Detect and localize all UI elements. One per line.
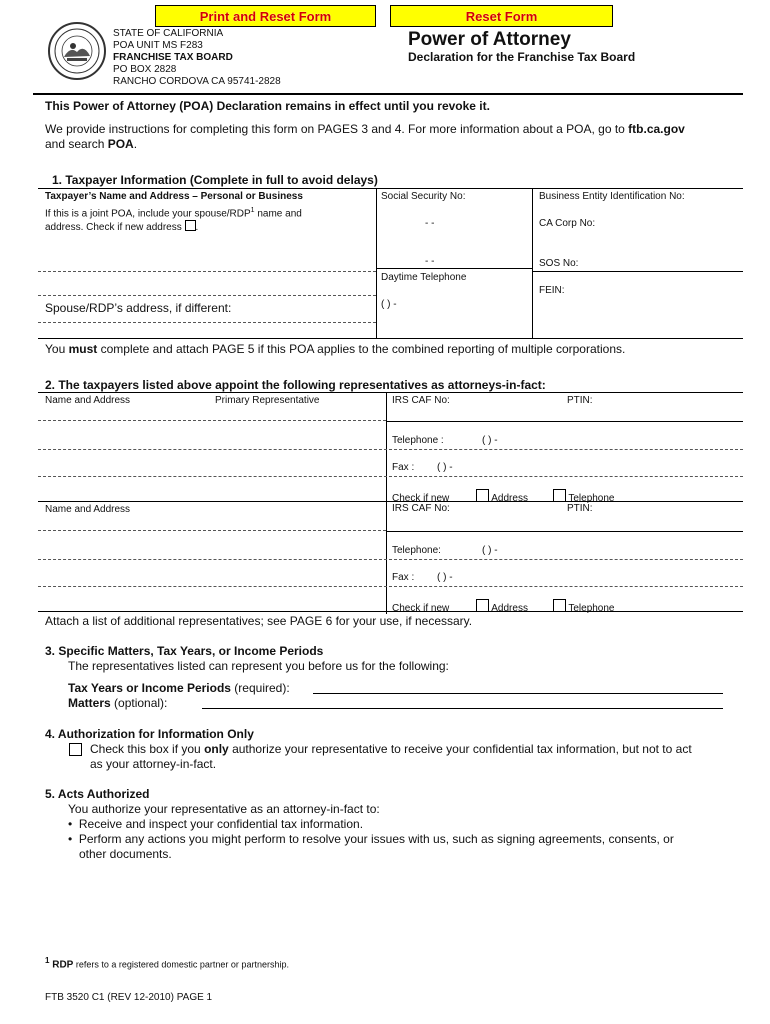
section1-heading: 1. Taxpayer Information (Complete in full to avoid delays) [52,173,378,187]
joint-poa-note: If this is a joint POA, include your spouse/RDP$^1$ name and address. Check if new address . [45,207,302,234]
spouse-address-line[interactable] [38,322,376,323]
ca-corp-label: CA Corp No: [539,218,596,229]
ftb-link[interactable]: ftb.ca.gov [628,122,685,136]
s2-top-line [38,392,743,393]
rep1-line-2[interactable] [38,449,743,450]
sos-line [532,271,743,272]
rep2-caf-line [386,531,743,532]
footnote: $^1$ RDP refers to a registered domestic partner or partnership. [45,956,289,971]
reset-form-button[interactable]: Reset Form [390,5,613,27]
section3-heading: 3. Specific Matters, Tax Years, or Income Periods [45,644,324,658]
rep1-telephone-label: Telephone : [392,435,444,446]
rep1-telephone-format[interactable]: ( ) - [482,435,498,446]
rep1-name-label: Name and Address [45,395,131,406]
ssn-bottom-line [376,268,532,269]
page-subtitle: Declaration for the Franchise Tax Board [408,50,636,64]
rep2-name-label: Name and Address [45,504,131,515]
form-footer: FTB 3520 C1 (REV 12-2010) PAGE 1 [45,992,213,1003]
attach-list-note: Attach a list of additional representatives; see PAGE 6 for your use, if necessary. [45,614,473,628]
rep1-fax-format[interactable]: ( ) - [437,462,453,473]
rep1-line-1[interactable] [38,420,386,421]
rep2-ptin-label: PTIN: [567,503,593,514]
fein-label: FEIN: [539,285,565,296]
must-complete-note: You must complete and attach PAGE 5 if this POA applies to the combined reporting of multiple corporations. [45,342,626,356]
print-and-reset-button[interactable]: Print and Reset Form [155,5,376,27]
section4-text: Check this box if you only authorize your representative to receive your confidential tax information, but not to act as your attorney-in-fact. [90,742,692,771]
rep1-caf-line [386,421,743,422]
intro-text: We provide instructions for completing this form on PAGES 3 and 4. For more information about a POA, go to ftb.ca.gov and search POA. [45,122,685,151]
taxpayer-name-line[interactable] [38,271,376,272]
primary-rep-label: Primary Representative [215,395,320,406]
address-line[interactable] [38,295,376,296]
section4-heading: 4. Authorization for Information Only [45,727,254,741]
tax-years-label: Tax Years or Income Periods (required): [68,681,290,695]
rep1-fax-label: Fax : [392,462,415,473]
s2-bottom-line [38,611,743,612]
ssn2-dashes[interactable]: - - [425,256,435,267]
rep2-caf-label: IRS CAF No: [392,503,450,514]
rep1-caf-label: IRS CAF No: [392,395,450,406]
matters-input[interactable] [202,708,723,709]
tax-years-input[interactable] [313,693,723,694]
s1-divider-1 [376,188,377,338]
rep2-line-1[interactable] [38,530,386,531]
rep1-line-3[interactable] [38,476,743,477]
daytime-phone-label: Daytime Telephone [381,272,467,283]
info-only-checkbox[interactable] [69,742,82,760]
rep1-check-new: Check if new Address Telephone [392,489,615,504]
rep1-ptin-label: PTIN: [567,395,593,406]
rep2-telephone-format[interactable]: ( ) - [482,545,498,556]
header-divider [33,93,743,95]
new-address-checkbox[interactable] [185,220,196,231]
rep-separator [38,501,743,502]
ssn-label: Social Security No: [381,191,466,202]
s1-bottom-line [38,338,743,339]
beid-label: Business Entity Identification No: [539,191,685,202]
s1-divider-2 [532,188,533,338]
sos-label: SOS No: [539,258,579,269]
rep2-check-new: Check if new Address Telephone [392,599,615,614]
section2-heading: 2. The taxpayers listed above appoint the following representatives as attorneys-in-fact: [45,378,546,392]
spouse-address-label: Spouse/RDP’s address, if different: [45,301,232,315]
section5-text: You authorize your representative as an attorney-in-fact to: • Receive and inspect your confidential tax information. • Perform any actions you might perform to resolve your issues with us, such as signing agreements, consents, or other documents. [68,802,674,861]
agency-address: STATE OF CALIFORNIA POA UNIT MS F283 FRANCHISE TAX BOARD PO BOX 2828 RANCHO CORDOVA CA 95741-2828 [113,28,281,87]
page-title: Power of Attorney [408,29,571,50]
section3-text: The representatives listed can represent you before us for the following: [68,659,449,673]
ssn-dashes[interactable]: - - [425,218,435,229]
s2-divider [386,392,387,614]
rep2-fax-label: Fax : [392,572,415,583]
matters-label: Matters (optional): [68,696,168,710]
s1-top-line [38,188,743,189]
rep2-telephone-label: Telephone: [392,545,441,556]
state-seal-icon [48,22,106,80]
daytime-phone-format[interactable]: ( ) - [381,299,397,310]
intro-bold-line: This Power of Attorney (POA) Declaration remains in effect until you revoke it. [45,99,490,113]
rep2-fax-format[interactable]: ( ) - [437,572,453,583]
rep2-line-2[interactable] [38,559,743,560]
section5-heading: 5. Acts Authorized [45,787,150,801]
rep2-line-3[interactable] [38,586,743,587]
taxpayer-name-label: Taxpayer’s Name and Address – Personal or Business [45,191,303,202]
